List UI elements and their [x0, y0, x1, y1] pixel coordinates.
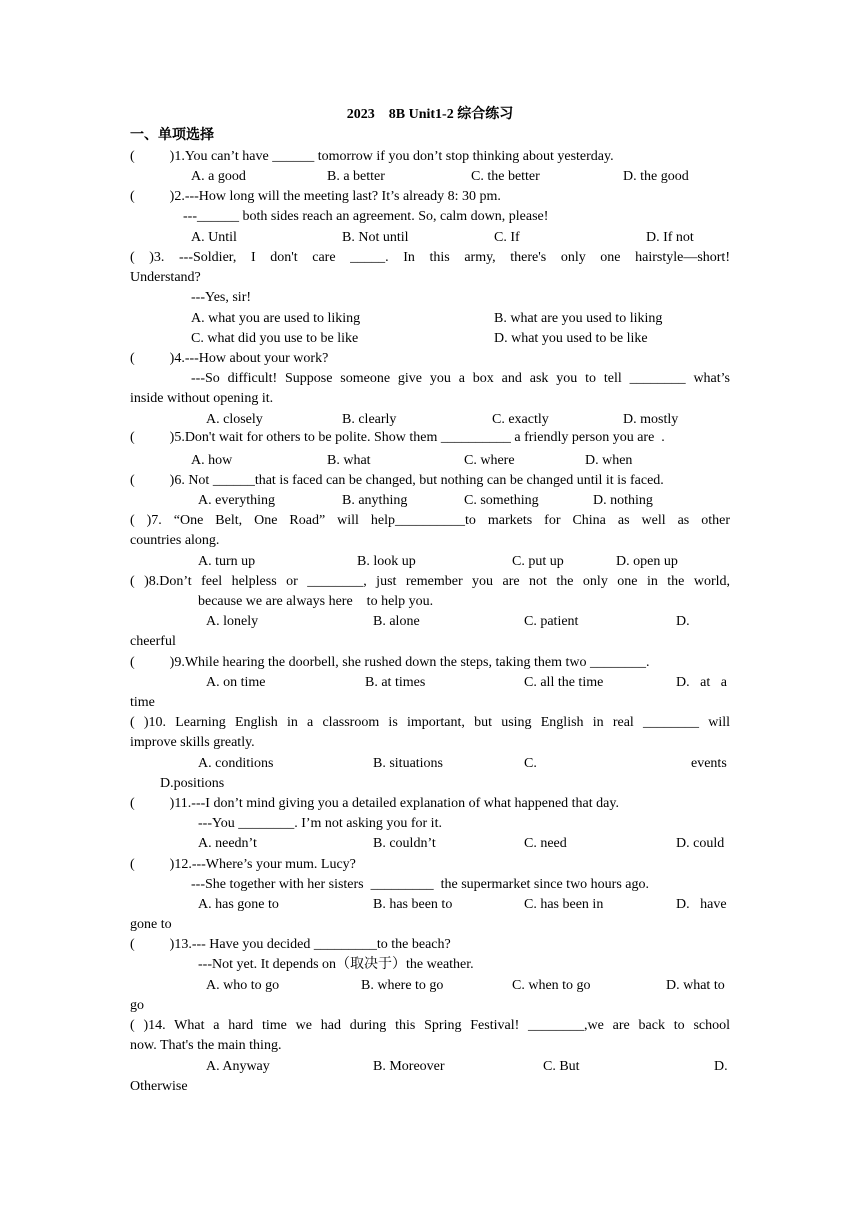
option-d-wrap: go: [130, 998, 144, 1013]
question-4-reply-cont: inside without opening it.: [130, 391, 274, 406]
question-14-stem: ( )14. What a hard time we had during this Spring Festival! ________,we are back to school: [130, 1018, 730, 1033]
option-d-wrap: Otherwise: [130, 1079, 188, 1094]
option-c: C. If: [494, 230, 520, 245]
option-c: C.: [524, 756, 537, 771]
option-a: A. conditions: [198, 756, 274, 771]
option-c: C. need: [524, 836, 567, 851]
option-d: D. the good: [623, 169, 689, 184]
question-12-options: [0, 895, 860, 915]
option-a: A. turn up: [198, 554, 256, 569]
option-c: C. where: [464, 453, 515, 468]
option-a: A. lonely: [206, 614, 259, 629]
question-14-stem-cont: now. That's the main thing.: [130, 1038, 282, 1053]
question-14-options: [0, 1057, 860, 1077]
question-5-options: [0, 451, 860, 471]
option-d: D. mostly: [623, 412, 679, 427]
option-b: B. what are you used to liking: [494, 311, 663, 326]
option-b: B. couldn’t: [373, 836, 436, 851]
option-b: B. look up: [357, 554, 416, 569]
question-5-stem: ( )5.Don't wait for others to be polite. Show them __________ a friendly person you are .: [130, 430, 665, 445]
question-1-options: [0, 167, 860, 187]
option-b: B. situations: [373, 756, 444, 771]
question-7-options: [0, 552, 860, 572]
option-a: A. how: [191, 453, 233, 468]
option-c: C. something: [464, 493, 539, 508]
option-b: B. Not until: [342, 230, 409, 245]
question-2-options: [0, 228, 860, 248]
option-b: B. alone: [373, 614, 420, 629]
worksheet-title: 2023 8B Unit1-2 综合练习: [346, 107, 514, 122]
option-d: D. open up: [616, 554, 678, 569]
option-a: A. on time: [206, 675, 266, 690]
question-7-stem: ( )7. “One Belt, One Road” will help__________to markets for China as well as other: [130, 513, 730, 528]
option-d-wrap: gone to: [130, 917, 172, 932]
option-c: C. has been in: [524, 897, 604, 912]
option-d: D. what to: [666, 978, 725, 993]
option-a: A. who to go: [206, 978, 280, 993]
option-d: D.positions: [160, 776, 225, 791]
question-4-stem: ( )4.---How about your work?: [130, 351, 329, 366]
question-3-stem-cont: Understand?: [130, 270, 201, 285]
option-a: A. needn’t: [198, 836, 257, 851]
option-a: A. closely: [206, 412, 263, 427]
question-8-options: [0, 612, 860, 632]
question-11-options: [0, 834, 860, 854]
option-a: A. everything: [198, 493, 275, 508]
option-d-wrap: cheerful: [130, 634, 176, 649]
option-d: D. at a: [676, 675, 727, 690]
question-13-options: [0, 976, 860, 996]
question-2-stem: ( )2.---How long will the meeting last? It’s already 8: 30 pm.: [130, 189, 501, 204]
question-9-options: [0, 673, 860, 693]
option-d: D. what you used to be like: [494, 331, 648, 346]
option-c-text: events: [691, 756, 727, 771]
question-11-stem: ( )11.---I don’t mind giving you a detailed explanation of what happened that day.: [130, 796, 619, 811]
option-d: D. when: [585, 453, 633, 468]
option-c: C. But: [543, 1059, 580, 1074]
option-b: B. where to go: [361, 978, 444, 993]
question-4-options: [0, 410, 860, 430]
question-10-options: [0, 754, 860, 774]
question-9-stem: ( )9.While hearing the doorbell, she rushed down the steps, taking them two ________.: [130, 655, 650, 670]
question-6-options: [0, 491, 860, 511]
option-d: D. If not: [646, 230, 694, 245]
question-12-stem: ( )12.---Where’s your mum. Lucy?: [130, 857, 356, 872]
question-12-reply: ---She together with her sisters _________ the supermarket since two hours ago.: [191, 877, 650, 892]
question-8-stem: ( )8.Don’t feel helpless or ________, just remember you are not the only one in the world,: [130, 574, 730, 589]
option-d-wrap: time: [130, 695, 155, 710]
option-d: D.: [714, 1059, 728, 1074]
option-b: B. a better: [327, 169, 385, 184]
question-1-stem: ( )1.You can’t have ______ tomorrow if you don’t stop thinking about yesterday.: [130, 149, 614, 164]
question-3-stem: ( )3. ---Soldier, I don't care _____. In this army, there's only one hairstyle—short!: [130, 250, 730, 265]
question-7-stem-cont: countries along.: [130, 533, 220, 548]
option-b: B. Moreover: [373, 1059, 445, 1074]
section-heading: 一、单项选择: [130, 128, 214, 143]
option-b: B. at times: [365, 675, 426, 690]
question-13-stem: ( )13.--- Have you decided _________to the beach?: [130, 937, 451, 952]
option-c: C. the better: [471, 169, 540, 184]
option-d: D.: [676, 614, 690, 629]
option-c: C. what did you use to be like: [191, 331, 359, 346]
question-11-reply: ---You ________. I’m not asking you for it.: [198, 816, 442, 831]
option-b: B. anything: [342, 493, 408, 508]
question-10-stem-cont: improve skills greatly.: [130, 735, 255, 750]
option-d: D. have: [676, 897, 727, 912]
question-6-stem: ( )6. Not ______that is faced can be changed, but nothing can be changed until it is faced.: [130, 473, 664, 488]
option-a: A. Anyway: [206, 1059, 270, 1074]
option-a: A. has gone to: [198, 897, 279, 912]
option-a: A. Until: [191, 230, 237, 245]
option-b: B. what: [327, 453, 371, 468]
option-b: B. clearly: [342, 412, 397, 427]
question-10-stem: ( )10. Learning English in a classroom is important, but using English in real ________ will: [130, 715, 730, 730]
question-4-reply: ---So difficult! Suppose someone give you a box and ask you to tell ________ what’s: [191, 371, 730, 386]
option-c: C. when to go: [512, 978, 591, 993]
option-a: A. what you are used to liking: [191, 311, 361, 326]
question-13-reply: ---Not yet. It depends on（取决于）the weather.: [198, 957, 474, 972]
option-d: D. nothing: [593, 493, 653, 508]
option-d: D. could: [676, 836, 725, 851]
question-3-reply: ---Yes, sir!: [191, 290, 252, 305]
option-c: C. all the time: [524, 675, 604, 690]
question-2-reply: ---______ both sides reach an agreement. So, calm down, please!: [183, 209, 549, 224]
option-a: A. a good: [191, 169, 246, 184]
option-c: C. patient: [524, 614, 579, 629]
option-b: B. has been to: [373, 897, 453, 912]
question-8-stem-cont: because we are always here to help you.: [198, 594, 434, 609]
option-c: C. exactly: [492, 412, 549, 427]
option-c: C. put up: [512, 554, 564, 569]
